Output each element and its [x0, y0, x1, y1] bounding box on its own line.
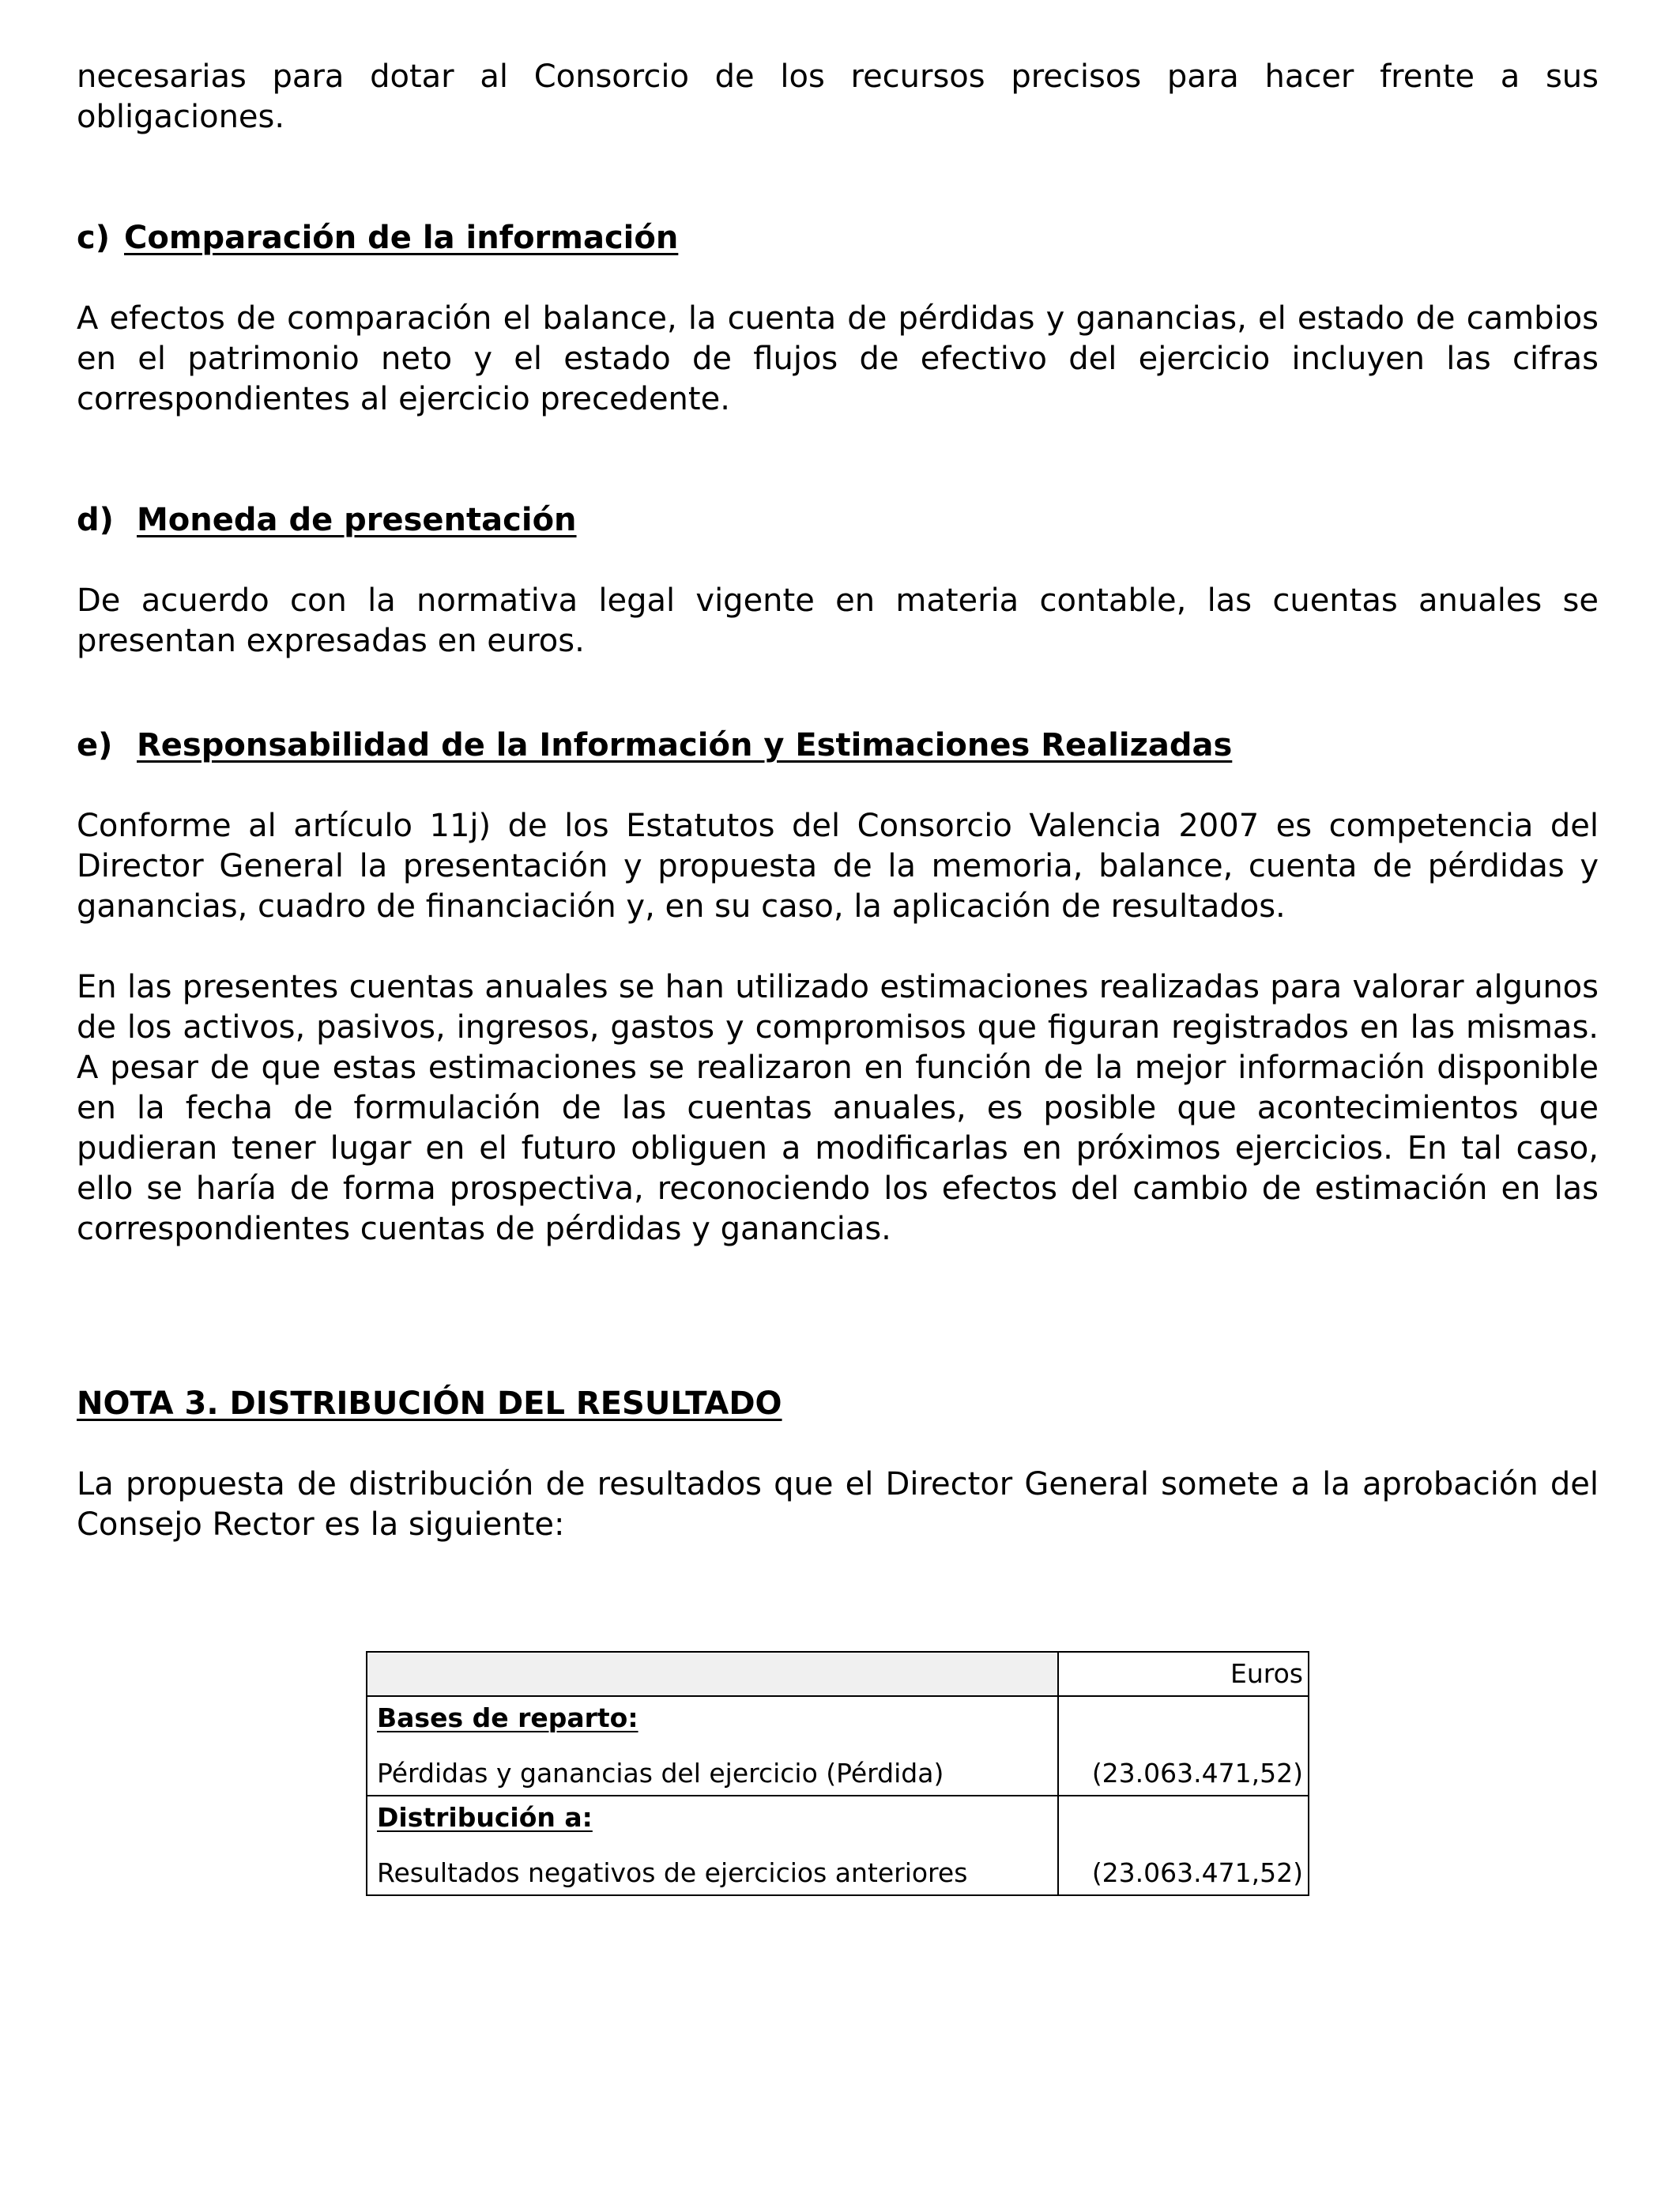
nota-3-body: La propuesta de distribución de resultados que el Director General somete a la aprobación del Consejo Rector es la siguiente:	[77, 1466, 1599, 1543]
distribucion-value: (23.063.471,52)	[1091, 1857, 1303, 1888]
distribucion-title: Distribución a:	[377, 1802, 593, 1833]
section-c-body: A efectos de comparación el balance, la cuenta de pérdidas y ganancias, el estado de cambios en el patrimonio neto y el estado de flujos de efectivo del ejercicio incluyen las cifras correspondientes al ejercicio precedente.	[77, 300, 1599, 417]
distribucion-value-cell	[1058, 1796, 1309, 1895]
section-e-letter: e)	[77, 727, 113, 763]
section-e-title: Responsabilidad de la Información y Estimaciones Realizadas	[137, 727, 1233, 763]
bases-value: (23.063.471,52)	[1091, 1758, 1303, 1789]
table-row	[367, 1796, 1309, 1895]
distribucion-label: Resultados negativos de ejercicios anteriores	[377, 1857, 968, 1888]
table-row	[367, 1696, 1309, 1796]
bases-label: Pérdidas y ganancias del ejercicio (Pérdida)	[377, 1758, 944, 1789]
table-header-row	[367, 1652, 1309, 1696]
section-c-heading	[77, 218, 1599, 258]
section-e-body-1: Conforme al artículo 11j) de los Estatutos del Consorcio Valencia 2007 es competencia del Director General la presentación y propuesta de la memoria, balance, cuenta de pérdidas y ganancias, cuadro de financiación y, en su caso, la aplicación de resultados.	[77, 808, 1599, 925]
distribution-table	[366, 1651, 1309, 1896]
section-d-body: De acuerdo con la normativa legal vigente en materia contable, las cuentas anuales se presentan expresadas en euros.	[77, 582, 1599, 659]
bases-value-cell	[1058, 1696, 1309, 1796]
section-d-heading	[77, 500, 1599, 541]
table-header-label-cell	[367, 1652, 1058, 1696]
section-d-letter: d)	[77, 502, 114, 538]
bases-title: Bases de reparto:	[377, 1702, 638, 1733]
table-header-value-cell: Euros	[1058, 1652, 1309, 1696]
distribucion-cell	[367, 1796, 1058, 1895]
document-page	[77, 57, 1599, 1545]
intro-paragraph: necesarias para dotar al Consorcio de los recursos precisos para hacer frente a sus obligaciones.	[77, 58, 1599, 135]
nota-3-heading: NOTA 3. DISTRIBUCIÓN DEL RESULTADO	[77, 1385, 782, 1422]
section-c-title: Comparación de la información	[124, 220, 679, 256]
section-e-heading	[77, 726, 1599, 766]
bases-cell	[367, 1696, 1058, 1796]
section-c-letter: c)	[77, 220, 110, 256]
section-e-body-2: En las presentes cuentas anuales se han utilizado estimaciones realizadas para valorar algunos de los activos, pasivos, ingresos, gastos y compromisos que figuran registrados en las mismas. A pesar de que estas estimaciones se realizaron en función de la mejor información disponible en la fecha de formulación de las cuentas anuales, es posible que acontecimientos que pudieran tener lugar en el futuro obliguen a modificarlas en próximos ejercicios. En tal caso, ello se haría de forma prospectiva, reconociendo los efectos del cambio de estimación en las correspondientes cuentas de pérdidas y ganancias.	[77, 969, 1599, 1247]
section-d-title: Moneda de presentación	[137, 502, 577, 538]
